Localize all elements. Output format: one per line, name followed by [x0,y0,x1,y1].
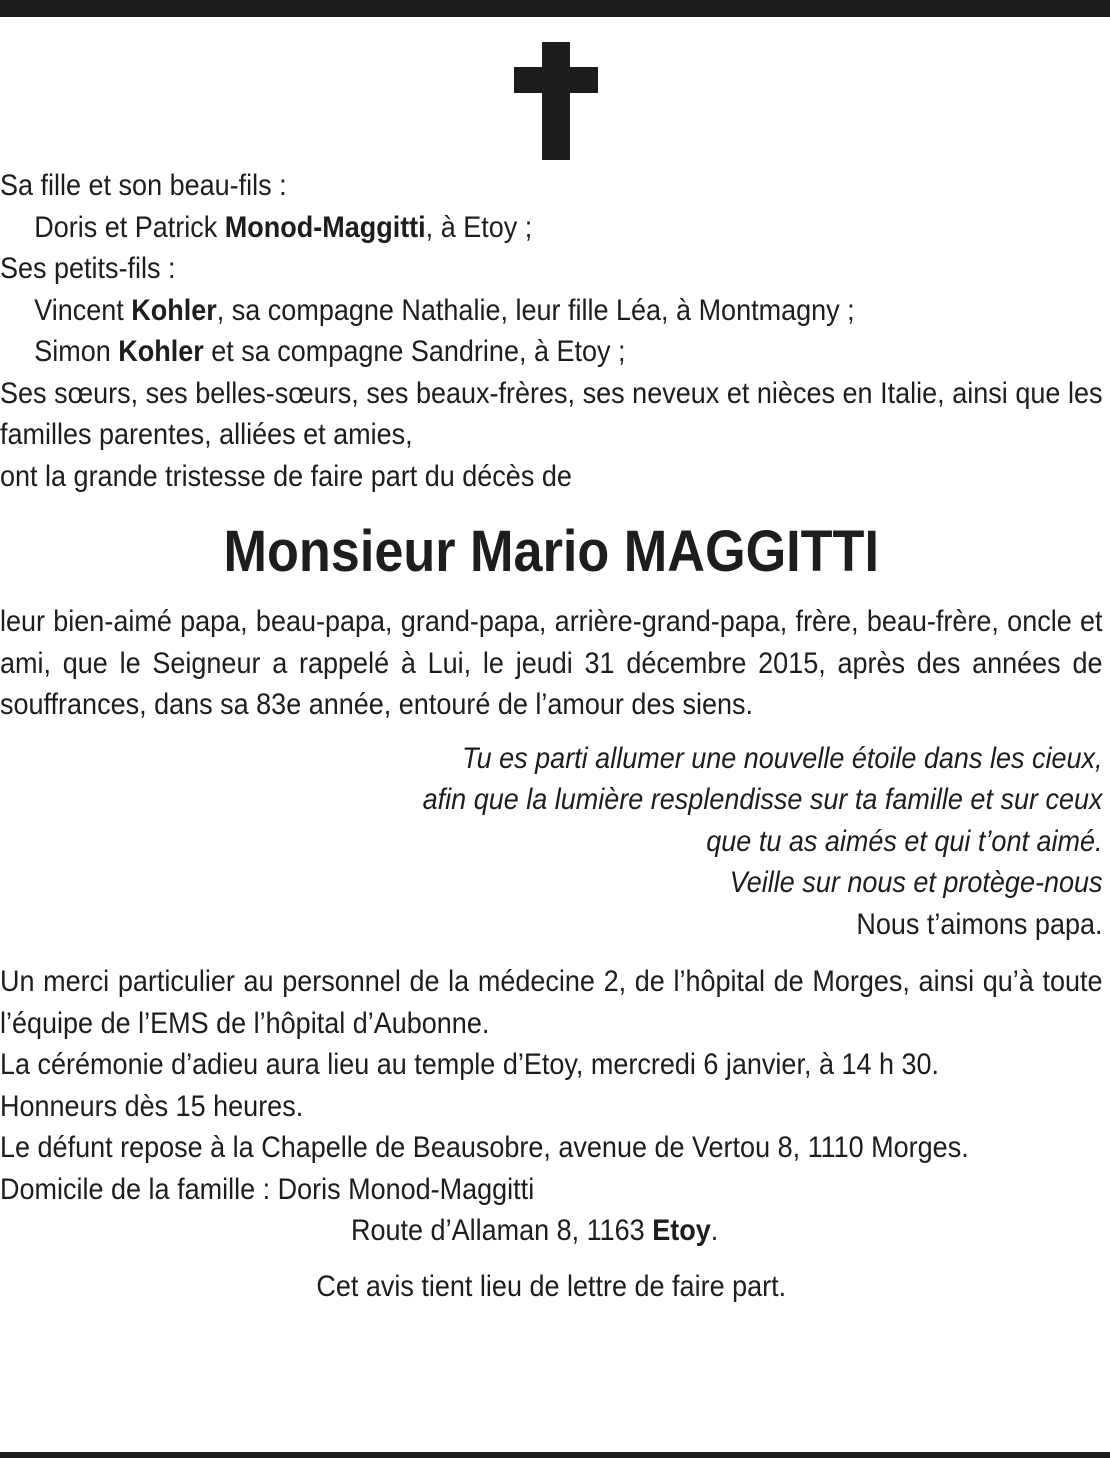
cross-icon [514,42,598,160]
relatives-paragraph: Ses sœurs, ses belles-sœurs, ses beaux-frères, ses neveux et nièces en Italie, ainsi que les familles parentes, alliées et amies, [0,376,1103,451]
obituary-text [0,165,1103,1307]
poem-line: que tu as aimés et qui t’ont aimé. [706,824,1103,858]
thanks-paragraph: Un merci particulier au personnel de la médecine 2, de l’hôpital de Morges, ainsi qu’à toute l’équipe de l’EMS de l’hôpital d’Aubonne. [0,965,1103,1040]
description-paragraph: leur bien-aimé papa, beau-papa, grand-papa, arrière-grand-papa, frère, beau-frère, oncle et ami, que le Seigneur a rappelé à Lui, le jeudi 31 décembre 2015, après des années de souffrances, dans sa 83e année, entouré de l’amour des siens. [0,605,1103,721]
grandson-line-2: Simon Kohler et sa compagne Sandrine, à Etoy ; [34,335,626,368]
grandsons-heading: Ses petits-fils : [0,252,176,285]
surname: Kohler [131,293,217,327]
rests-paragraph: Le défunt repose à la Chapelle de Beausobre, avenue de Vertou 8, 1110 Morges. [0,1131,969,1164]
closing-line: Cet avis tient lieu de lettre de faire part. [316,1269,787,1303]
poem-line: afin que la lumière resplendisse sur ta famille et sur ceux [422,783,1103,816]
poem-line: Veille sur nous et protège-nous [729,866,1103,899]
daughter-heading: Sa fille et son beau-fils : [0,169,287,202]
ceremony-paragraph: La cérémonie d’adieu aura lieu au temple d’Etoy, mercredi 6 janvier, à 14 h 30. [0,1048,940,1081]
poem [0,738,1103,946]
deceased-name: Monsieur Mario MAGGITTI [223,519,879,584]
grandson-line-1: Vincent Kohler, sa compagne Nathalie, leur fille Léa, à Montmagny ; [34,293,855,327]
surname: Monod-Maggitti [224,210,426,244]
poem-line: Tu es parti allumer une nouvelle étoile dans les cieux, [462,741,1103,775]
top-rule [0,0,1110,17]
domicile-line: Domicile de la famille : Doris Monod-Maggitti [0,1172,535,1206]
announcement: ont la grande tristesse de faire part du décès de [0,459,572,493]
surname: Kohler [118,335,204,368]
poem-line: Nous t’aimons papa. [856,907,1103,941]
address-city: Etoy [652,1214,711,1247]
address-line: Route d’Allaman 8, 1163 Etoy. [351,1214,719,1247]
daughter-line: Doris et Patrick Monod-Maggitti, à Etoy ; [34,210,533,244]
honours-line: Honneurs dès 15 heures. [0,1089,304,1123]
bottom-rule [0,1452,1110,1458]
